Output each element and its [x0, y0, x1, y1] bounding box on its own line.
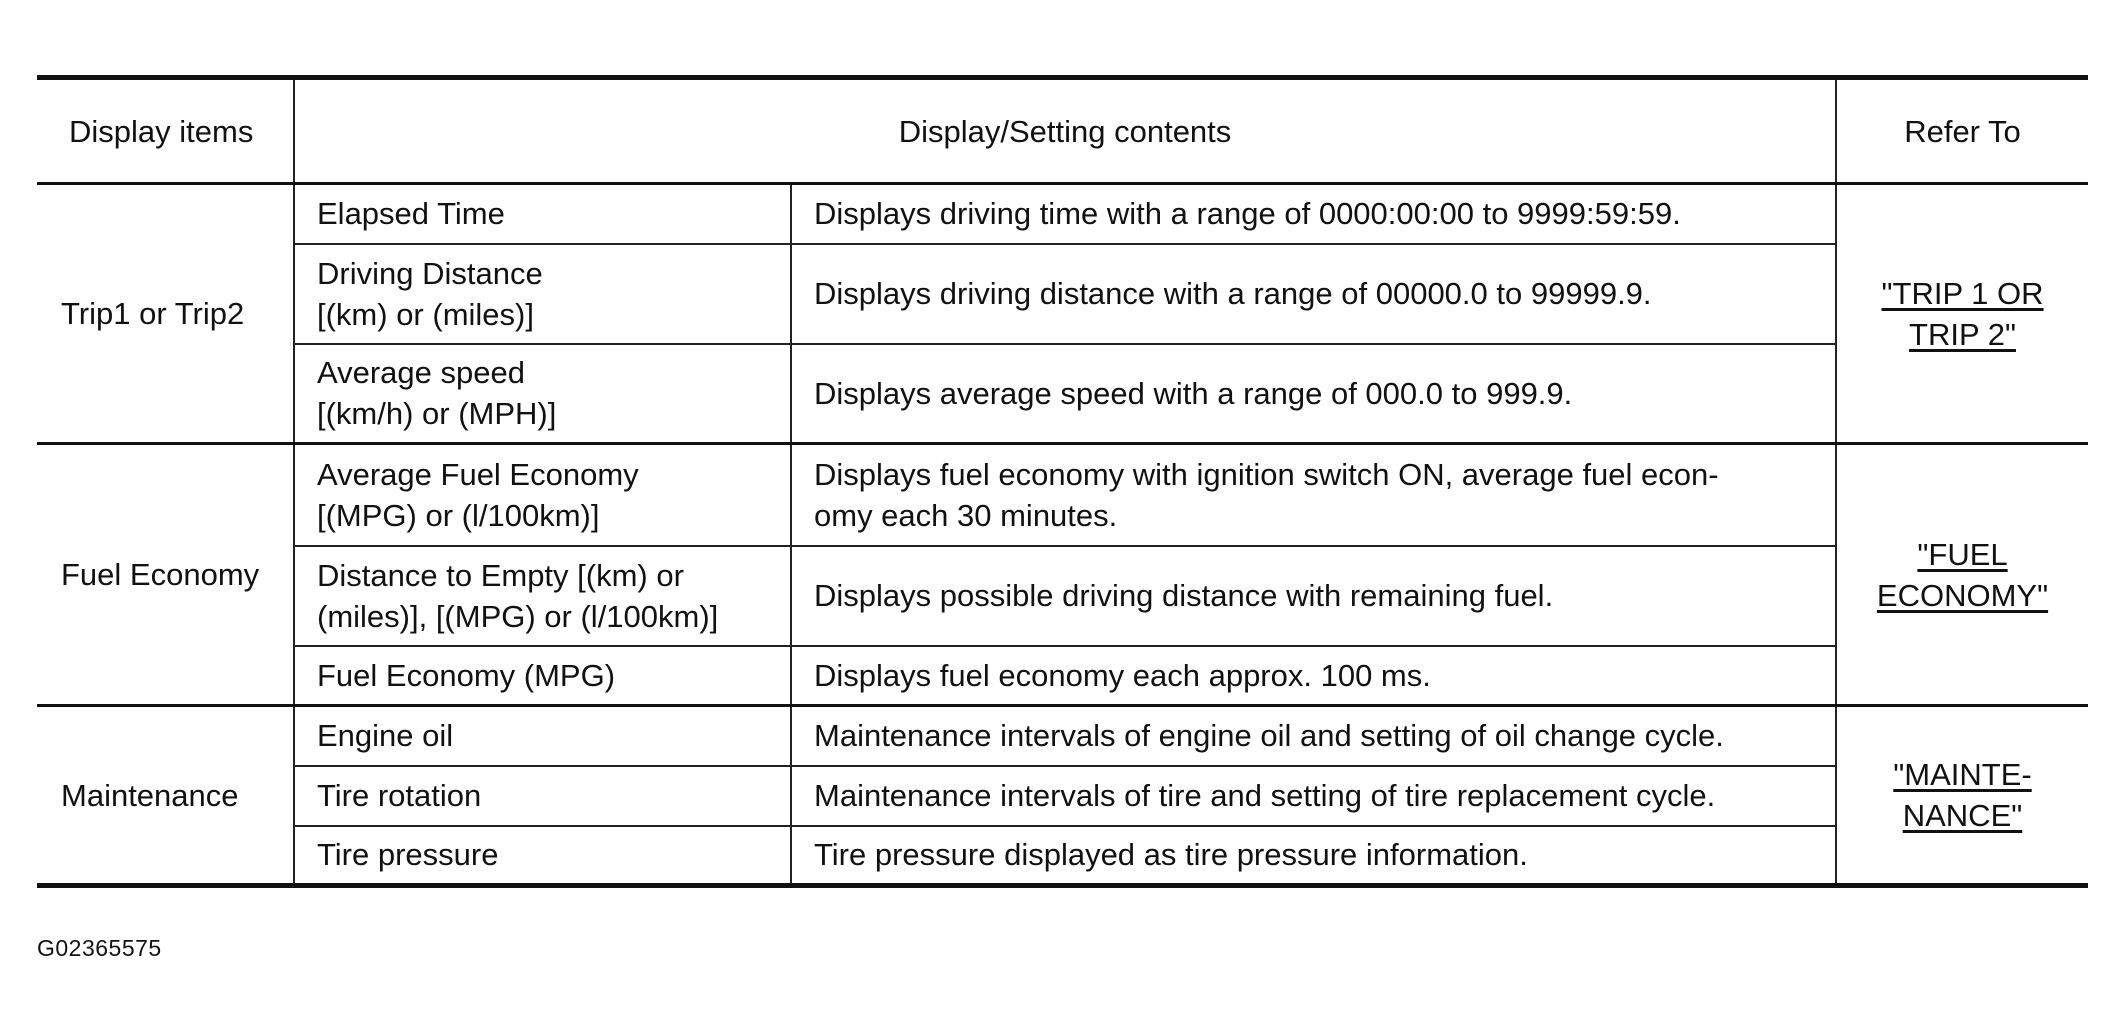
- table-row: [37, 826, 2088, 886]
- item-driving-distance: Driving Distance [(km) or (miles)]: [294, 244, 791, 344]
- table-row: [37, 706, 2088, 766]
- desc-driving-distance: Displays driving distance with a range of 00000.0 to 99999.9.: [791, 244, 1836, 344]
- item-tire-pressure: Tire pressure: [294, 826, 791, 886]
- item-average-speed: Average speed [(km/h) or (MPH)]: [294, 344, 791, 444]
- ref-link-fuel-economy[interactable]: "FUEL ECONOMY": [1876, 536, 2049, 613]
- group-trip: Trip1 or Trip2: [37, 184, 294, 444]
- header-contents: Display/Setting contents: [294, 78, 1836, 184]
- item-tire-rotation: Tire rotation: [294, 766, 791, 826]
- table-row: [37, 766, 2088, 826]
- header-display-items: Display items: [37, 78, 294, 184]
- group-maintenance: Maintenance: [37, 706, 294, 886]
- item-fuel-economy-mpg: Fuel Economy (MPG): [294, 646, 791, 706]
- ref-cell-maintenance: [1836, 706, 2088, 886]
- header-row: [37, 78, 2088, 184]
- item-elapsed-time: Elapsed Time: [294, 184, 791, 244]
- desc-elapsed-time: Displays driving time with a range of 0000:00:00 to 9999:59:59.: [791, 184, 1836, 244]
- group-fuel-economy: Fuel Economy: [37, 444, 294, 706]
- ref-link-trip[interactable]: "TRIP 1 OR TRIP 2": [1881, 275, 2044, 352]
- item-distance-to-empty: Distance to Empty [(km) or (miles)], [(MPG) or (l/100km)]: [294, 546, 791, 646]
- display-items-table: [37, 75, 2088, 888]
- desc-engine-oil: Maintenance intervals of engine oil and setting of oil change cycle.: [791, 706, 1836, 766]
- ref-cell-fuel-economy: [1836, 444, 2088, 706]
- ref-cell-trip: [1836, 184, 2088, 444]
- item-engine-oil: Engine oil: [294, 706, 791, 766]
- table-row: [37, 646, 2088, 706]
- desc-tire-pressure: Tire pressure displayed as tire pressure information.: [791, 826, 1836, 886]
- table-row: [37, 244, 2088, 344]
- table-row: [37, 546, 2088, 646]
- table-row: [37, 344, 2088, 444]
- desc-fuel-economy-mpg: Displays fuel economy each approx. 100 ms.: [791, 646, 1836, 706]
- table-row: [37, 184, 2088, 244]
- header-refer-to: Refer To: [1836, 78, 2088, 184]
- table-row: [37, 444, 2088, 546]
- item-average-fuel-economy: Average Fuel Economy [(MPG) or (l/100km)]: [294, 444, 791, 546]
- desc-average-speed: Displays average speed with a range of 000.0 to 999.9.: [791, 344, 1836, 444]
- figure-id: G02365575: [37, 935, 162, 961]
- desc-tire-rotation: Maintenance intervals of tire and setting of tire replacement cycle.: [791, 766, 1836, 826]
- ref-link-maintenance[interactable]: "MAINTE- NANCE": [1893, 757, 2032, 833]
- desc-distance-to-empty: Displays possible driving distance with remaining fuel.: [791, 546, 1836, 646]
- desc-average-fuel-economy: Displays fuel economy with ignition switch ON, average fuel econ- omy each 30 minutes.: [791, 444, 1836, 546]
